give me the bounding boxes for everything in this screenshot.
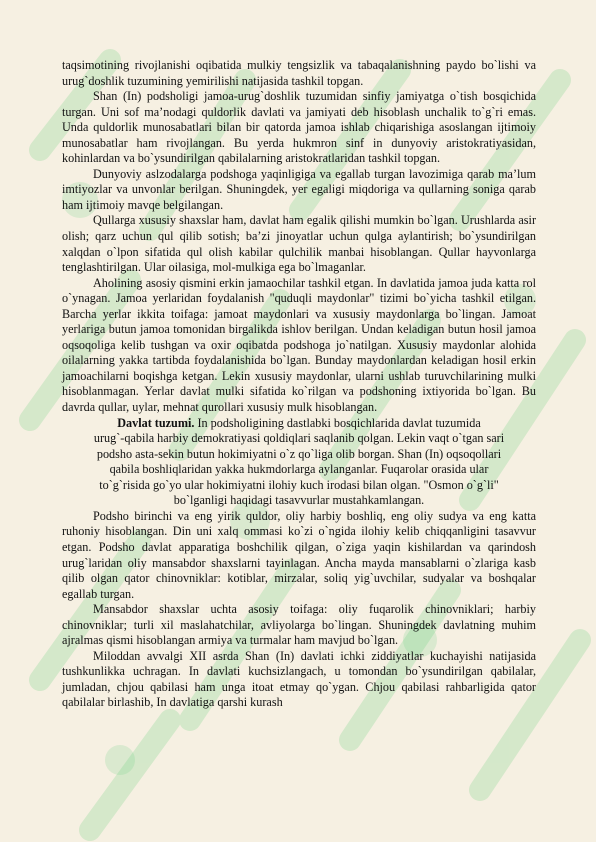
centered-line-2: urug`-qabila harbiy demokratiyasi qoldiqlari saqlanib qolgan. Lekin vaqt o`tgan sari: [93, 431, 505, 446]
centered-line-1: [62, 416, 536, 432]
paragraph-5: Aholining asosiy qismini erkin jamaochilar tashkil etgan. In davlatida jamoa juda katta rol o`ynagan. Jamoa yerlaridan foydalanish "quduqli maydonlar" tizimi bo`yicha tashkil etilgan. Barcha yerlar ikkita toifaga: jamoat maydonlari va xususiy maydonlarga bo`lingan. Jamoat yerlariga butun jamoa tomonidan birgalikda ishlov berilgan. Undan keladigan butun hosil jamoa oqsoqoliga kelib tushgan va oxir oqibatda podshoga jo`natilgan. Xususiy maydonlar alohida oilalarning yakka tartibda foydalanishida bo`lgan. Bunday maydonlardan keladigan hosil erkin jamoachilarni boqishga ketgan. Lekin xususiy maydonlar, ularni ushlab turuvchilarining mulki hisoblanmagan. Yerlar davlat mulki sifatida ko`rilgan va podshoning ixtiyorida bo`lgan. Bu davrda qullar, uylar, mehnat qurollari xususiy mulk hisoblangan.: [62, 275, 536, 415]
paragraph-1: taqsimotining rivojlanishi oqibatida mulkiy tengsizlik va tabaqalanishning paydo bo`lishi va urug`doshlik tuzumining yemirilishi natijasida tashkil topgan.: [62, 58, 536, 88]
paragraph-8: Miloddan avvalgi XII asrda Shan (In) davlati ichki ziddiyatlar kuchayishi natijasida tushkunlikka uchragan. In davlati kuchsizlangach, u tomondan bo`ysundirilgan qabilalar, jumladan, chjou qabilasi ham unga itoat etmay qo`ygan. Chjou qabilasi rahbarligida qator qabilalar birlashib, In davlatiga qarshi kurash: [62, 648, 536, 710]
paragraph-3: Dunyoviy aslzodalarga podshoga yaqinligiga va egallab turgan lavozimiga qarab ma’lum imtiyozlar va unvonlar berilgan. Shuningdek, yer egaligi miqdoriga va qullarning soniga qarab ham ijtimoiy mavqe belgilangan.: [62, 166, 536, 212]
paragraph-6: Podsho birinchi va eng yirik quldor, oliy harbiy boshliq, eng oliy sudya va eng katta ruhoniy hisoblangan. Din uni xalq ommasi ko`zi o`ngida ilohiy kelib chiqqanligini tasavvur etgan. Podsho davlat apparatiga boshchilik qilgan, o`ziga yaqin kishilardan va qarindosh urug`laridan oliy mansabdor shaxslarni tayinlagan. Ancha mayda mansablarni o`zlariga kasb qilib olgan qator chinovniklar: kotiblar, mirzalar, soliq yig`uvchilar, sudyalar va boshqalar egallab turgan.: [62, 508, 536, 601]
paragraph-2: Shan (In) podsholigi jamoa-urug`doshlik tuzumidan sinfiy jamiyatga o`tish bosqichida turgan. Uni sof ma’nodagi quldorlik davlati va jamiyati deb hisoblash unchalik to`g`ri emas. Unda quldorlik munosabatlari bilan bir qatorda jamoa ishlab chiqarishiga asoslangan ijtimoiy munosabatlar ham rivojlangan. Bu yerda hukmron sinf in dunyoviy aristokratiyasidan, kohinlardan va bo`ysundirilgan qabilalarning aristokratlaridan tashkil topgan.: [62, 89, 536, 166]
centered-section: [62, 416, 536, 509]
centered-line-1-text: In podsholigining dastlabki bosqichlarida davlat tuzumida: [194, 415, 481, 430]
centered-line-6: bo`lganligi haqidagi tasavvurlar mustahkamlangan.: [173, 493, 425, 508]
centered-line-5: to`g`risida go`yo ular hokimiyatni ilohiy kuch irodasi bilan olgan. "Osmon o`g`li": [99, 477, 499, 492]
paragraph-4: Qullarga xususiy shaxslar ham, davlat ham egalik qilishi mumkin bo`lgan. Urushlarda asir olish; qarz uchun qul qilib sotish; ba’zi jinoyatlar uchun qulga aylantirish; bo`ysundirilgan xalqdan o`lpon sifatida qul olish kabilar qulchilik manbai hisoblangan. Qullar hayvonlarga tenglashtirilgan. Ular oilasiga, mol-mulkiga ega bo`lmaganlar.: [62, 213, 536, 275]
paragraph-7: Mansabdor shaxslar uchta asosiy toifaga: oliy fuqarolik chinovniklari; harbiy chinovniklar; turli xil maslahatchilar, avliyolarga bo`lingan. Shuningdek davlatning muhim ajralmas qismi hisoblangan armiya va turmalar ham mavjud bo`lgan.: [62, 602, 536, 648]
centered-line-4: qabila boshliqlaridan yakka hukmdorlarga aylanganlar. Fuqarolar orasida ular: [109, 462, 489, 477]
section-heading: Davlat tuzumi.: [117, 415, 195, 430]
document-body: [62, 58, 536, 711]
centered-line-3: podsho asta-sekin butun hokimiyatni o`z qo`liga olib borgan. Shan (In) oqsoqollari: [96, 446, 502, 461]
